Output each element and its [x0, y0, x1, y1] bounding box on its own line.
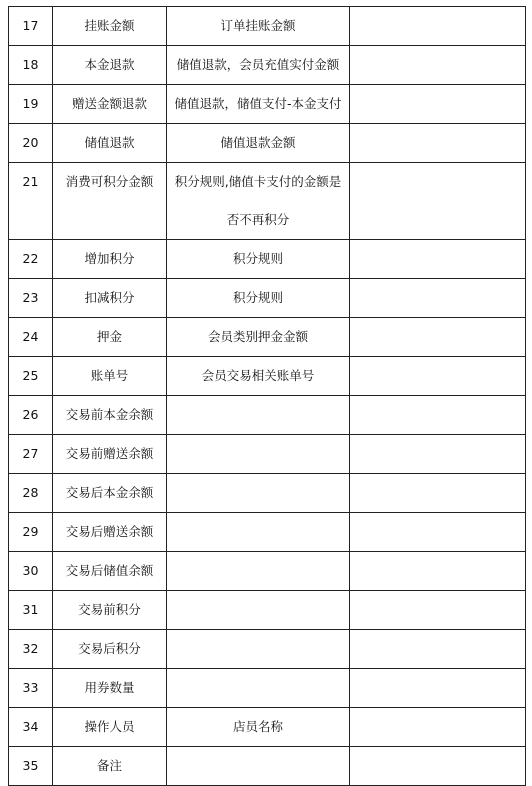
- table-row: [9, 747, 526, 786]
- empty-cell: [350, 708, 526, 747]
- field-name-cell: 用券数量: [53, 669, 167, 708]
- empty-cell: [350, 46, 526, 85]
- field-description-cell: 店员名称: [167, 708, 350, 747]
- empty-cell: [350, 318, 526, 357]
- row-number-cell: 24: [9, 318, 53, 357]
- empty-cell: [350, 435, 526, 474]
- empty-cell: [350, 669, 526, 708]
- row-number-cell: 18: [9, 46, 53, 85]
- table-row: [9, 669, 526, 708]
- empty-cell: [350, 124, 526, 163]
- row-number-cell: 28: [9, 474, 53, 513]
- table-row: [9, 396, 526, 435]
- field-description-cell: [167, 396, 350, 435]
- row-number-cell: 29: [9, 513, 53, 552]
- field-description-cell: 会员类别押金金额: [167, 318, 350, 357]
- empty-cell: [350, 591, 526, 630]
- field-name-cell: 交易后赠送余额: [53, 513, 167, 552]
- empty-cell: [350, 85, 526, 124]
- field-description-cell: 会员交易相关账单号: [167, 357, 350, 396]
- field-name-cell: 备注: [53, 747, 167, 786]
- row-number-cell: 20: [9, 124, 53, 163]
- field-name-cell: 储值退款: [53, 124, 167, 163]
- empty-cell: [350, 474, 526, 513]
- table-row: [9, 163, 526, 240]
- table-row: [9, 591, 526, 630]
- row-number-cell: 19: [9, 85, 53, 124]
- field-description-cell: [167, 474, 350, 513]
- table-row: [9, 279, 526, 318]
- empty-cell: [350, 552, 526, 591]
- row-number-cell: 32: [9, 630, 53, 669]
- table-row: [9, 357, 526, 396]
- field-description-cell: 积分规则: [167, 240, 350, 279]
- empty-cell: [350, 357, 526, 396]
- row-number-cell: 25: [9, 357, 53, 396]
- row-number-cell: 22: [9, 240, 53, 279]
- field-name-cell: 交易后积分: [53, 630, 167, 669]
- table-row: [9, 708, 526, 747]
- row-number-cell: 30: [9, 552, 53, 591]
- field-description-cell: 积分规则: [167, 279, 350, 318]
- table-row: [9, 552, 526, 591]
- empty-cell: [350, 747, 526, 786]
- empty-cell: [350, 513, 526, 552]
- field-description-cell: [167, 591, 350, 630]
- row-number-cell: 26: [9, 396, 53, 435]
- field-description-cell: [167, 630, 350, 669]
- field-description-cell: 积分规则,储值卡支付的金额是否不再积分: [167, 163, 350, 240]
- field-description-cell: [167, 669, 350, 708]
- empty-cell: [350, 396, 526, 435]
- field-description-cell: [167, 747, 350, 786]
- field-name-cell: 增加积分: [53, 240, 167, 279]
- table-row: [9, 630, 526, 669]
- field-description-cell: 订单挂账金额: [167, 7, 350, 46]
- empty-cell: [350, 240, 526, 279]
- field-name-cell: 操作人员: [53, 708, 167, 747]
- field-name-cell: 交易后本金余额: [53, 474, 167, 513]
- table-row: [9, 435, 526, 474]
- table-row: [9, 7, 526, 46]
- table-row: [9, 318, 526, 357]
- field-description-cell: 储值退款，储值支付-本金支付: [167, 85, 350, 124]
- table-row: [9, 474, 526, 513]
- table-row: [9, 240, 526, 279]
- field-name-cell: 赠送金额退款: [53, 85, 167, 124]
- field-name-cell: 交易前本金余额: [53, 396, 167, 435]
- field-description-cell: 储值退款金额: [167, 124, 350, 163]
- field-definition-table: [8, 6, 526, 786]
- field-name-cell: 消费可积分金额: [53, 163, 167, 240]
- empty-cell: [350, 7, 526, 46]
- table-row: [9, 513, 526, 552]
- row-number-cell: 23: [9, 279, 53, 318]
- row-number-cell: 21: [9, 163, 53, 240]
- row-number-cell: 33: [9, 669, 53, 708]
- field-name-cell: 交易后储值余额: [53, 552, 167, 591]
- table-row: [9, 124, 526, 163]
- row-number-cell: 27: [9, 435, 53, 474]
- row-number-cell: 35: [9, 747, 53, 786]
- field-name-cell: 账单号: [53, 357, 167, 396]
- row-number-cell: 31: [9, 591, 53, 630]
- field-name-cell: 挂账金额: [53, 7, 167, 46]
- row-number-cell: 17: [9, 7, 53, 46]
- field-description-cell: 储值退款，会员充值实付金额: [167, 46, 350, 85]
- field-description-cell: [167, 552, 350, 591]
- field-description-cell: [167, 513, 350, 552]
- field-name-cell: 本金退款: [53, 46, 167, 85]
- row-number-cell: 34: [9, 708, 53, 747]
- field-name-cell: 交易前赠送余额: [53, 435, 167, 474]
- empty-cell: [350, 163, 526, 240]
- table-row: [9, 85, 526, 124]
- empty-cell: [350, 630, 526, 669]
- field-name-cell: 交易前积分: [53, 591, 167, 630]
- field-description-cell: [167, 435, 350, 474]
- field-name-cell: 押金: [53, 318, 167, 357]
- field-name-cell: 扣减积分: [53, 279, 167, 318]
- empty-cell: [350, 279, 526, 318]
- table-row: [9, 46, 526, 85]
